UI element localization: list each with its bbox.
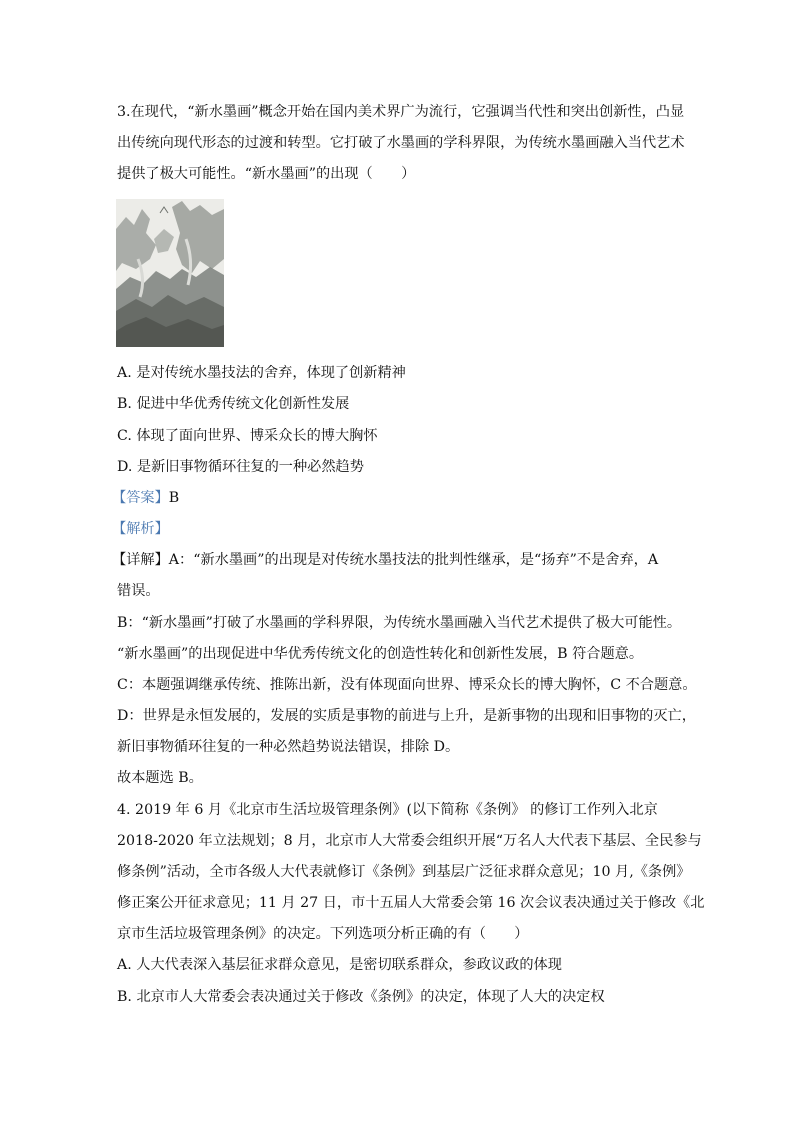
q3-stem-line-2: 出传统向现代形态的过渡和转型。它打破了水墨画的学科界限，为传统水墨画融入当代艺术 xyxy=(117,135,685,151)
q4-option-b: B. 北京市人大常委会表决通过关于修改《条例》的决定，体现了人大的决定权 xyxy=(117,989,605,1005)
q4-stem-line-1: 4. 2019 年 6 月《北京市生活垃圾管理条例》(以下简称《条例》 的修订工作列入北京 xyxy=(117,802,658,818)
answer-tag: 【答案】 xyxy=(112,490,169,506)
q4-option-a: A. 人大代表深入基层征求群众意见，是密切联系群众，参政议政的体现 xyxy=(117,957,562,973)
explanation-line-4: “新水墨画”的出现促进中华优秀传统文化的创造性转化和创新性发展，B 符合题意。 xyxy=(117,646,644,662)
q4-stem-line-2: 2018-2020 年立法规划；8 月，北京市人大常委会组织开展“万名人大代表下基层、全民参与 xyxy=(117,833,702,849)
explanation-line-1 xyxy=(112,550,658,570)
explanation-line-5: C：本题强调继承传统、推陈出新，没有体现面向世界、博采众长的博大胸怀，C 不合题意。 xyxy=(117,677,697,693)
explanation-line-8: 故本题选 B。 xyxy=(117,770,203,786)
q3-stem-line-1: 3.在现代，“新水墨画”概念开始在国内美术界广为流行，它强调当代性和突出创新性，凸显 xyxy=(117,104,685,120)
ink-landscape-illustration xyxy=(116,199,224,347)
q3-option-a: A. 是对传统水墨技法的舍弃，体现了创新精神 xyxy=(117,365,406,381)
analysis-tag: 【解析】 xyxy=(112,521,169,537)
ink-painting-image xyxy=(116,199,224,347)
answer-value: B xyxy=(168,490,180,506)
explanation-line-7: 新旧事物循环往复的一种必然趋势说法错误，排除 D。 xyxy=(117,739,460,755)
detail-tag: 【详解】 xyxy=(112,552,169,568)
q4-stem-line-4: 修正案公开征求意见；11 月 27 日，市十五届人大常委会第 16 次会议表决通过关于修改《北 xyxy=(117,895,705,911)
q3-option-d: D. 是新旧事物循环往复的一种必然趋势 xyxy=(117,459,364,475)
q4-stem-line-5: 京市生活垃圾管理条例》的决定。下列选项分析正确的有（ ） xyxy=(117,926,529,942)
explanation-line-3: B：“新水墨画”打破了水墨画的学科界限，为传统水墨画融入当代艺术提供了极大可能性。 xyxy=(117,615,682,631)
answer-line xyxy=(112,488,179,508)
q3-option-c: C. 体现了面向世界、博采众长的博大胸怀 xyxy=(117,428,378,444)
explanation-line-2: 错误。 xyxy=(117,583,160,599)
q4-stem-line-3: 修条例”活动，全市各级人大代表就修订《条例》到基层广泛征求群众意见；10 月,《条例》 xyxy=(117,864,691,880)
q3-option-b: B. 促进中华优秀传统文化创新性发展 xyxy=(117,396,350,412)
q3-stem-line-3: 提供了极大可能性。“新水墨画”的出现（ ） xyxy=(117,166,416,182)
explanation-text-1: A：“新水墨画”的出现是对传统水墨技法的批判性继承，是“扬弃”不是舍弃，A xyxy=(168,552,659,568)
explanation-line-6: D：世界是永恒发展的，发展的实质是事物的前进与上升，是新事物的出现和旧事物的灭亡， xyxy=(117,708,696,724)
